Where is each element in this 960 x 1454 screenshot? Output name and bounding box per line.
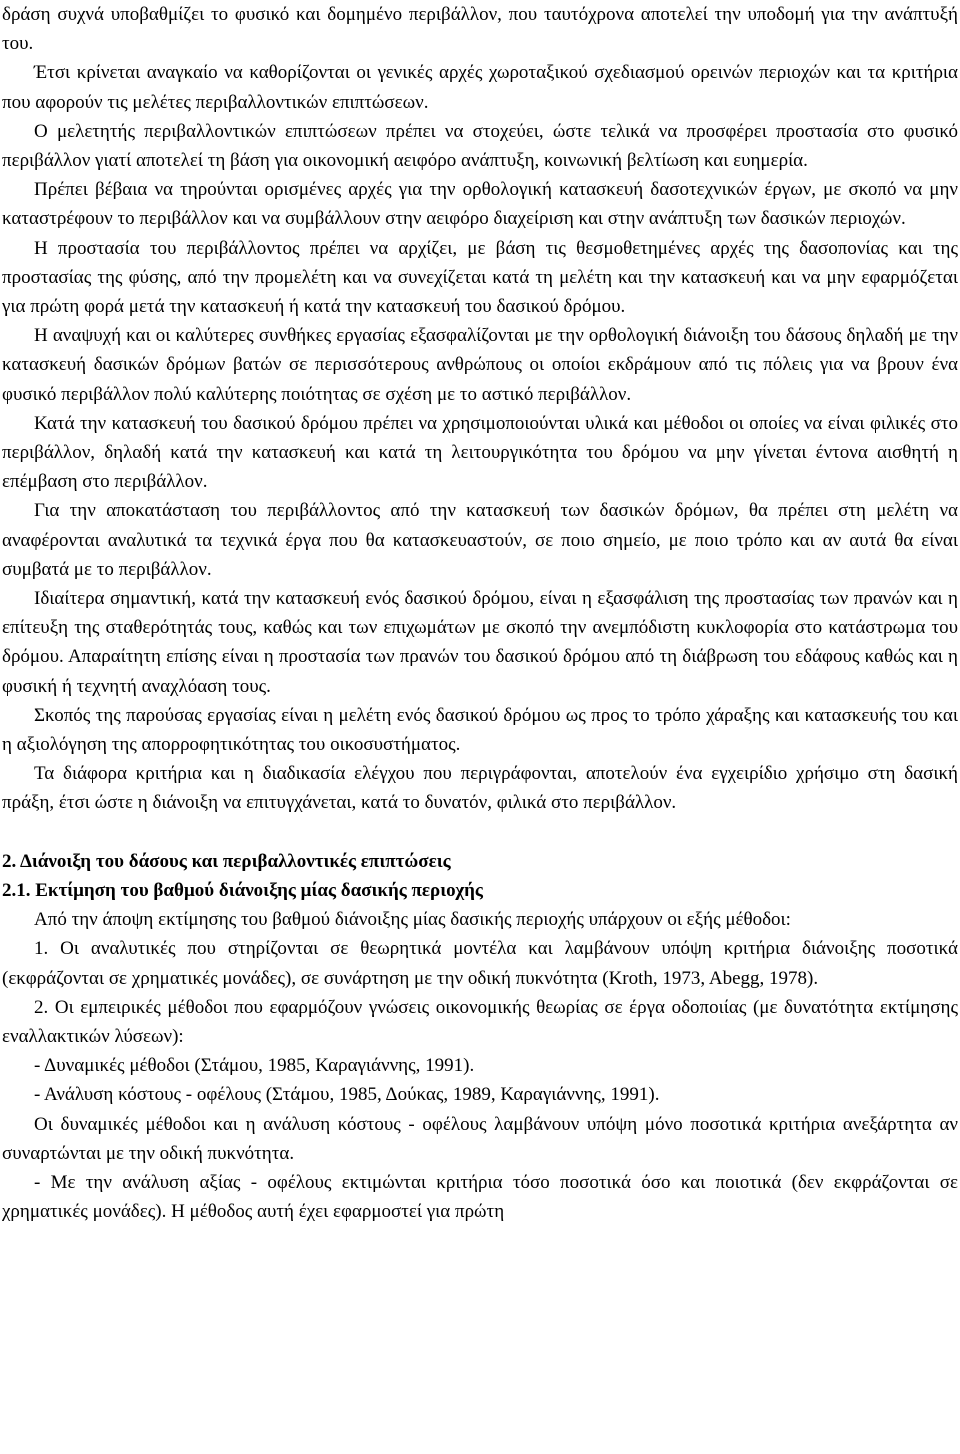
paragraph: Σκοπός της παρούσας εργασίας είναι η μελέτη ενός δασικού δρόμου ως προς το τρόπο χάραξης και κατασκευής του και η αξιολόγηση της απορροφητικότητας του οικοσυστήματος. [2,704,958,756]
paragraph: Πρέπει βέβαια να τηρούνται ορισμένες αρχές για την ορθολογική κατασκευή δασοτεχνικών έργων, με σκοπό να μην καταστρέφουν το περιβάλλον και να συμβάλλουν στην αειφόρο διαχείριση και στην ανάπτυξη των δασικών περιοχών. [2,179,958,230]
paragraph: Ο μελετητής περιβαλλοντικών επιπτώσεων πρέπει να στοχεύει, ώστε τελικά να προσφέρει προστασία στο φυσικό περιβάλλον γιατί αποτελεί τη βάση για οικονομική αειφόρο ανάπτυξη, κοινωνική βελτίωση και ευημερία. [2,120,958,172]
paragraph: Οι δυναμικές μέθοδοι και η ανάλυση κόστους - οφέλους λαμβάνουν υπόψη μόνο ποσοτικά κριτήρια ανεξάρτητα αν συναρτώνται με την οδική πυκνότητα. [2,1113,958,1164]
subsection-heading: 2.1. Εκτίμηση του βαθμού διάνοιξης μίας δασικής περιοχής [2,879,483,901]
paragraph: δράση συχνά υποβαθμίζει το φυσικό και δομημένο περιβάλλον, που ταυτόχρονα αποτελεί την υποδομή για την ανάπτυξή του. [2,4,958,55]
paragraph: Κατά την κατασκευή του δασικού δρόμου πρέπει να χρησιμοποιούνται υλικά και μέθοδοι οι οποίες να είναι φιλικές στο περιβάλλον, δηλαδή κατά την κατασκευή και κατά τη λειτουργικότητα του δρόμου να μην γίνεται έντονα αισθητή η επέμβαση στο περιβάλλον. [2,412,958,493]
paragraph: Η προστασία του περιβάλλοντος πρέπει να αρχίζει, με βάση τις θεσμοθετημένες αρχές της δασοπονίας και της προστασίας της φύσης, από την προμελέτη και να συνεχίζεται κατά τη μελέτη και την κατασκευή και να μην εφαρμόζεται για πρώτη φορά μετά την κατασκευή ή κατά την κατασκευή του δασικού δρόμου. [2,237,958,318]
list-item: - Με την ανάλυση αξίας - οφέλους εκτιμώνται κριτήρια τόσο ποσοτικά όσο και ποιοτικά (δεν εκφράζονται σε χρηματικές μονάδες). Η μέθοδος αυτή έχει εφαρμοστεί για πρώτη [2,1171,958,1223]
section-heading: 2. Διάνοιξη του δάσους και περιβαλλοντικές επιπτώσεις [2,850,451,872]
paragraph: Έτσι κρίνεται αναγκαίο να καθορίζονται οι γενικές αρχές χωροταξικού σχεδιασμού ορεινών περιοχών και τα κριτήρια που αφορούν τις μελέτες περιβαλλοντικών επιπτώσεων. [2,62,958,113]
paragraph: Για την αποκατάσταση του περιβάλλοντος από την κατασκευή των δασικών δρόμων, θα πρέπει στη μελέτη να αναφέρονται αναλυτικά τα τεχνικά έργα που θα κατασκευαστούν, σε ποιο σημείο, με ποιο τρόπο και αν αυτά θα είναι συμβατά με το περιβάλλον. [2,500,958,580]
paragraph: Η αναψυχή και οι καλύτερες συνθήκες εργασίας εξασφαλίζονται με την ορθολογική διάνοιξη του δάσους δηλαδή με την κατασκευή δασικών δρόμων βατών σε περισσότερους ανθρώπους οι οποίοι εκδράμουν από τις πόλεις για να βρουν ένα φυσικό περιβάλλον πολύ καλύτερης ποιότητας σε σχέση με το αστικό περιβάλλον. [2,325,958,405]
methods-section [2,905,958,1226]
list-item: - Ανάλυση κόστους - οφέλους (Στάμου, 1985, Δούκας, 1989, Καραγιάννης, 1991). [34,1084,660,1106]
paragraph: Τα διάφορα κριτήρια και η διαδικασία ελέγχου που περιγράφονται, αποτελούν ένα εγχειρίδιο χρήσιμο στη δασική πράξη, έτσι ώστε η διάνοιξη να επιτυγχάνεται, κατά το δυνατόν, φιλικά στο περιβάλλον. [2,763,958,814]
paragraph: Ιδιαίτερα σημαντική, κατά την κατασκευή ενός δασικού δρόμου, είναι η εξασφάλιση της προστασίας των πρανών και η επίτευξη της σταθερότητάς τους, καθώς και των επιχωμάτων με σκοπό την ανεμπόδιστη κυκλοφορία στο κατάστρωμα του δρόμου. Απαραίτητη επίσης είναι η προστασία των πρανών του δασικού δρόμου από τη διάβρωση του εδάφους καθώς και η φυσική ή τεχνητή αναχλόαση τους. [2,588,958,697]
paragraph: Από την άποψη εκτίμησης του βαθμού διάνοιξης μίας δασικής περιοχής υπάρχουν οι εξής μέθοδοι: [34,909,791,931]
list-item: 2. Οι εμπειρικές μέθοδοι που εφαρμόζουν γνώσεις οικονομικής θεωρίας σε έργα οδοποιίας (με δυνατότητα εκτίμησης εναλλακτικών λύσεων): [2,996,958,1047]
list-item: - Δυναμικές μέθοδοι (Στάμου, 1985, Καραγιάννης, 1991). [34,1055,475,1077]
list-item: 1. Οι αναλυτικές που στηρίζονται σε θεωρητικά μοντέλα και λαμβάνουν υπόψη κριτήρια διάνοιξης ποσοτικά (εκφράζονται σε χρηματικές μονάδες), σε συνάρτηση με την οδική πυκνότητα (Kroth, 1973, Abegg, 1978). [2,938,958,989]
intro-section [2,0,958,818]
